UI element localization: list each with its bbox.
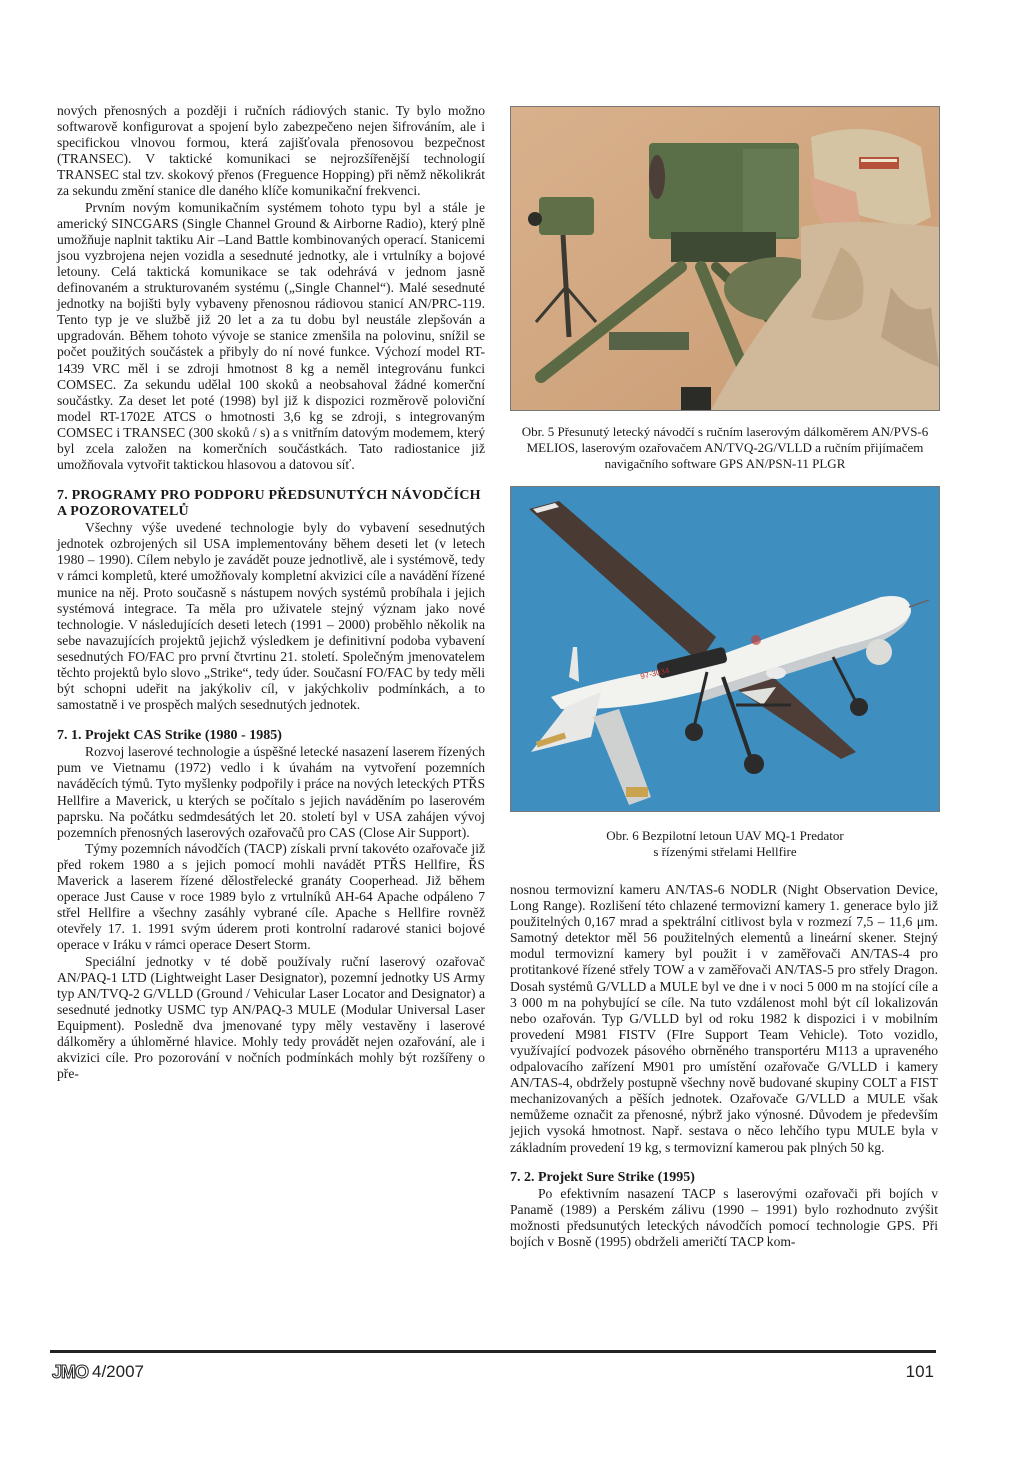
journal-logo: JMO [52,1362,89,1382]
section-heading-7-2: 7. 2. Projekt Sure Strike (1995) [510,1169,695,1185]
figure-5-photo [510,106,940,411]
paragraph: Týmy pozemních návodčích (TACP) získali první takovéto ozařovače již před rokem 1980 a s jejich pomocí mohli navádět PTŘS Hellfire, ŘS Maverick a laserem řízené dělostřelecké granáty Cooperhead. Již během operace Just Cause v roce 1989 bylo z vrtulníků AH-64 Apache odpáleno 7 střel Hellfire a všechny zasáhly vybrané cíle. Apache s Hellfire rovněž otevřely 17. 1. 1991 svým úderem proti kontrolní radarové stanici bojové operace v Iráku v rámci operace Desert Storm. [57,840,485,953]
figure-6-caption [505,828,945,860]
footer-divider [50,1350,936,1353]
section-heading-7: 7. PROGRAMY PRO PODPORU PŘEDSUNUTÝCH NÁVODČÍCH A POZOROVATELŮ [57,488,481,520]
figure-5-caption: Obr. 5 Přesunutý letecký návodčí s ručním laserovým dálkoměrem AN/PVS-6 MELIOS, laserovým ozařovačem AN/TVQ-2G/VLLD a ručním přijímačem navigačního software GPS AN/PSN-11 PLGR [521,424,929,471]
issue-number: 4/2007 [92,1362,144,1381]
paragraph: nových přenosných a později i ručních rádiových stanic. Ty bylo možno softwarově konfigurovat a spojení bylo zabezpečeno nejen šifrováním, ale i specifickou vlnovou formou, která zajišťovala přenosovou bezpečnost (TRANSEC). V taktické komunikaci se nejrozšířenější technologií TRANSEC stal tzv. skokový přenos (Freguence Hopping) při němž několikrát za sekundu změní stanice dle daného klíče komunikační frekvenci. [57,103,485,199]
figure-6-caption-line1: Obr. 6 Bezpilotní letoun UAV MQ-1 Predator [606,828,844,843]
section-heading-7-1: 7. 1. Projekt CAS Strike (1980 - 1985) [57,728,282,744]
page-number: 101 [905,1362,934,1381]
paragraph: Prvním novým komunikačním systémem tohoto typu byl a stále je americký SINCGARS (Single Channel Ground & Airborne Radio), který plně umožňuje naplnit taktiku Air –Land Battle kombinovaných operací. Stanicemi jsou vyzbrojena nejen vozidla a sesednuté jednotky, ale i vrtulníky a bojové letouny. Celá taktická komunikace se tak odehrává v jednom jasně definovaném a strukturovaném systému („Single Channel“). Malé sesednuté jednotky na bojišti byly vybaveny přenosnou rádiovou stanicí AN/PRC-119. Tento typ je ve službě již 20 let a za tu dobu byl neustále zlepšován a upgradován. Během tohoto vývoje se stanice zmenšila na polovinu, snížil se počet použitých součástek a přibyly do ní nové funkce. Výchozí model RT-1439 VRC měl i se zdroji hmotnost 8 kg a neměl integrovánu funkci COMSEC. Za sekundu udělal 100 skoků a neobsahoval žádné komerční součástky. Za deset let poté (1998) byl již k dispozici rozměrově poloviční model RT-1702E ATCS o hmotnosti 3,6 kg se zdroji, s integrovaným COMSEC i TRANSEC (300 skoků / s) a s vnitřním datovým modemem, který byl zcela založen na komerčních součástkách. Tato radiostanice již umožňovala vytvořit taktickou hlasovou a datovou síť. [57,199,485,473]
paragraph: Rozvoj laserové technologie a úspěšné letecké nasazení laserem řízených pum ve Vietnamu (1972) vedlo i k úvahám na vytvoření pozemních naváděcích týmů. Tyto myšlenky podpořily i práce na nových leteckých PTŘS Hellfire a Maverick, u kterých se počítalo s jejich naváděním po laserovém paprsku. Na počátku sedmdesátých let 20. století byl v USA zahájen vývoj pozemních přenosných laserových ozařovačů pro CAS (Close Air Support). [57,744,485,840]
paragraph: Všechny výše uvedené technologie byly do vybavení sesednutých jednotek ozbrojených sil USA implementovány během deseti let (v letech 1980 – 1990). Cílem nebylo je zavádět pouze jednotlivě, ale i systémově, tedy v rámci kompletů, které umožňovaly kompletní akvizici cíle a navádění řízené munice na něj. Proto současně s nástupem nových systémů probíhala i jejich systémová integrace. Ta měla pro uživatele stejný význam jako nové technologie. V následujících deseti letech (1991 – 2000) proběhlo několik na sebe navazujících projektů jejichž výsledkem je definitivní podoba vybavení sesednutých FO/FAC pro první čtvrtinu 21. století. Společným jmenovatelem těchto projektů bylo slovo „Strike“, tedy úder. Současní FO/FAC by tedy měli být schopni udeřit na jakýkoliv cíl, v jakýchkoliv podmínkách, a to samostatně i ve prospěch malých sesednutých jednotek. [57,520,485,713]
figure-6-photo [510,486,940,812]
predator-uav-illustration [511,487,939,811]
soldier-laser-designator-illustration [511,107,939,410]
paragraph: Po efektivním nasazení TACP s laserovými ozařovači při bojích v Panamě (1989) a Perském zálivu (1990 – 1991) bylo rozhodnuto zvýšit možnosti předsunutých leteckých návodčích pomocí technologie GPS. Při bojích v Bosně (1995) obdrželi američtí TACP kom- [510,1185,938,1249]
right-column [510,882,938,1250]
figure-6-caption-line2: s řízenými střelami Hellfire [653,844,797,859]
aircraft-serial: 97-3034 [639,666,671,681]
paragraph: Speciální jednotky v té době používaly ruční laserový ozařovač AN/PAQ-1 LTD (Lightweight Laser Designator), pozemní jednotky US Army typ AN/TVQ-2 G/VLLD (Ground / Vehicular Laser Locator and Designator) a sesednuté jednotky USMC typ AN/PAQ-3 MULE (Modular Universal Laser Equipment). Posledně dva jmenované typy měly vestavěny i laserové dálkoměry a úhloměrné hlavice. Mohly tedy provádět nejen ozařování, ale i akvizici cíle. Pro pozorování v nočních podmínkách mohly být rozšířeny o pře- [57,953,485,1082]
left-column [57,103,485,1082]
paragraph: nosnou termovizní kameru AN/TAS-6 NODLR (Night Observation Device, Long Range). Rozlišení této chlazené termovizní kamery 1. generace bylo již použitelných 0,167 mrad a spektrální citlivost byla v rozmezí 7,5 – 11,6 μm. Samotný detektor měl 56 použitelných elementů a lineární skener. Stejný modul termovizní kamery byl použit i v zaměřovači AN/TAS-4 pro protitankové řízené střely TOW a v zaměřovači AN/TAS-5 pro střely Dragon. Dosah systémů G/VLLD a MULE byl ve dne i v noci 5 000 m na stojící cíle a 3 000 m na pohybující se cíle. Na tuto vzdálenost mohl být cíl lokalizován nebo ozařován. Typ G/VLLD byl od roku 1982 k dispozici i v mobilním provedení M981 FISTV (FIre Support Team Vehicle). Toto vozidlo, využívající podvozek pásového obrněného transportéru M113 a upraveného odpalovacího zařízení M901 pro umístění ozařovače G/VLLD i kamery AN/TAS-4, obdržely postupně všechny nově budované skupiny COLT a FIST mechanizovaných a pěších jednotek. Ozařovače G/VLLD a MULE však nemůžeme označit za přenosné, nýbrž jako výnosné. Důvodem je především jejich vysoká hmotnost. Např. sestava o něco lehčího typu MULE byla v základním provedení 19 kg, s termovizní kamerou pak plných 50 kg. [510,882,938,1155]
